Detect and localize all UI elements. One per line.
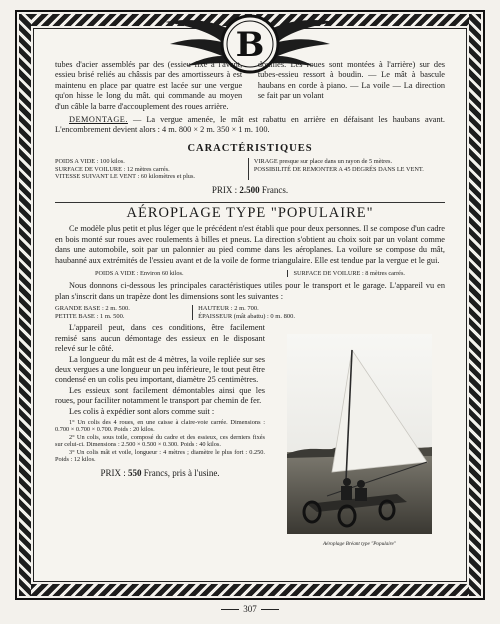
aeroplage-spec-right: SURFACE DE VOILURE : 8 mètres carrés. xyxy=(287,270,405,277)
price-unit-2: Francs, pris à l'usine. xyxy=(141,468,220,479)
land-yacht-photo xyxy=(287,334,432,534)
char-right-1: VIRAGE presque sur place dans un rayon de 5 mètres. xyxy=(253,158,393,166)
char-left-3: VITESSE SUIVANT LE VENT : 60 kilomètres et plus. xyxy=(55,173,195,181)
price-line-1 xyxy=(55,185,445,195)
aeroplage-para-5: Les essieux sont facilement démontables ainsi que les roues, pour faciliter notamment le transport par chemin de fer. xyxy=(55,385,265,406)
demontage-text: — La vergue amenée, le mât est rabattu en arrière en défaisant les haubans avant. L'encombrement devient alors : 4 m. 800 × 2 m. 350 × 1 m. 100. xyxy=(55,115,445,135)
dim-left-1: GRANDE BASE : 2 m. 500. xyxy=(55,305,130,313)
price-line-2 xyxy=(55,468,265,478)
logo-letter: B xyxy=(235,25,265,65)
page-number-rule-right xyxy=(261,609,279,610)
price-unit-1: Francs. xyxy=(259,185,289,196)
intro-left-text: tubes d'acier assemblés par des (essieu fixe à l'avant, essieu brisé reliés au châssis par des amortisseurs à est maintenu en place par quatre est lacée sur une vergue qu'on hisse le long du mât. qui commande au moyen d'un câble la barre d'accouplement des roues arrière. xyxy=(55,60,243,111)
dim-left-2: PETITE BASE : 1 m. 500. xyxy=(55,312,125,320)
price-value-2: 550 xyxy=(127,468,142,479)
colis-2: 2° Un colis, sous toile, composé du cadre et des essieux, ces derniers fixés sur celui-ci. Dimensions : 2.500 × 0.500 × 0.300. Poids : 40 kilos. xyxy=(55,433,265,449)
price-label-2: PRIX : xyxy=(100,468,128,479)
aeroplage-title: AÉROPLAGE TYPE "POPULAIRE" xyxy=(126,204,374,221)
photo-caption: Aéroplage Bréant type "Populaire" xyxy=(323,541,396,547)
aeroplage-left-column xyxy=(55,323,265,479)
price-value-1: 2.500 xyxy=(239,185,260,196)
intro-right-text: douilles. Les roues sont montées à l'arrière) sur des tubes-essieu ressort à boudin. — Le mât à bascule haubans en corde à piano. — La voile — La direction se fait par un volant xyxy=(257,60,445,101)
char-left-2: SURFACE DE VOILURE : 12 mètres carrés. xyxy=(55,165,170,173)
price-label-1: PRIX : xyxy=(211,185,240,196)
aeroplage-para-3: L'appareil peut, dans ces conditions, être facilement remisé sans aucun démontage des essieux en le disposant relevé sur le côté. xyxy=(55,323,265,354)
page-number-text: 307 xyxy=(243,604,257,614)
colis-1: 1° Un colis des 4 roues, en une caisse à claire-voie carrée. Dimensions : 0.700 × 0.700 × 0.700. Poids : 20 kilos. xyxy=(55,418,265,434)
aeroplage-para-2: Nous donnons ci-dessous les principales caractéristiques utiles pour le transport et le garage. L'appareil vu en plan s'inscrit dans un trapèze dont les dimensions sont les suivantes : xyxy=(55,281,445,301)
characteristics-grid xyxy=(55,158,445,180)
characteristics-title: CARACTÉRISTIQUES xyxy=(187,142,313,154)
char-right-2: POSSIBILITÉ DE REMONTER A 45 DEGRÉS DANS LE VENT. xyxy=(253,165,424,173)
decorative-border-bottom xyxy=(19,584,481,596)
aeroplage-specs xyxy=(55,270,445,277)
decorative-border-left xyxy=(19,14,31,596)
aeroplage-para-1: Ce modèle plus petit et plus léger que le précédent n'est établi que pour deux personnes. Il se compose d'un cadre en bois monté sur roues avec roulements à billes et pneus. La direction s'obtient au choix soit par un volant comme dans une automobile, soit par un palonnier au pied comme dans les aéroplanes. La voilure se compose du mât, haubanné aux extrémités de l'essieu avant et de la voile de forme triangulaire. Elle est tendue par la vergue et le gui. xyxy=(55,224,445,265)
char-left-1: POIDS A VIDE : 100 kilos. xyxy=(55,158,125,166)
dimensions-block xyxy=(55,305,295,320)
photo-block xyxy=(287,334,432,552)
page-number xyxy=(0,604,500,614)
dim-right-1: HAUTEUR : 2 m. 700. xyxy=(198,305,259,313)
aeroplage-spec-left: POIDS A VIDE : Environ 60 kilos. xyxy=(95,269,184,277)
aeroplage-para-4: La longueur du mât est de 4 mètres, la voile repliée sur ses deux vergues a une longueur un peu inférieure, le tout peut être condensé en un colis peu important, diamètre 25 centimètres. xyxy=(55,354,265,385)
demontage-label: DEMONTAGE. xyxy=(69,115,128,125)
intro-columns xyxy=(55,60,445,112)
demontage-paragraph xyxy=(55,115,445,136)
section-divider xyxy=(55,202,445,203)
page-number-rule-left xyxy=(221,609,239,610)
decorative-border-right xyxy=(469,14,481,596)
dim-right-2: ÉPAISSEUR (mât abattu) : 0 m. 800. xyxy=(198,312,295,320)
aeroplage-para-6: Les colis à expédier sont alors comme suit : xyxy=(69,406,215,416)
colis-3: 3° Un colis mât et voile, longueur : 4 mètres ; diamètre le plus fort : 0.250. Poids : 12 kilos. xyxy=(55,448,265,463)
